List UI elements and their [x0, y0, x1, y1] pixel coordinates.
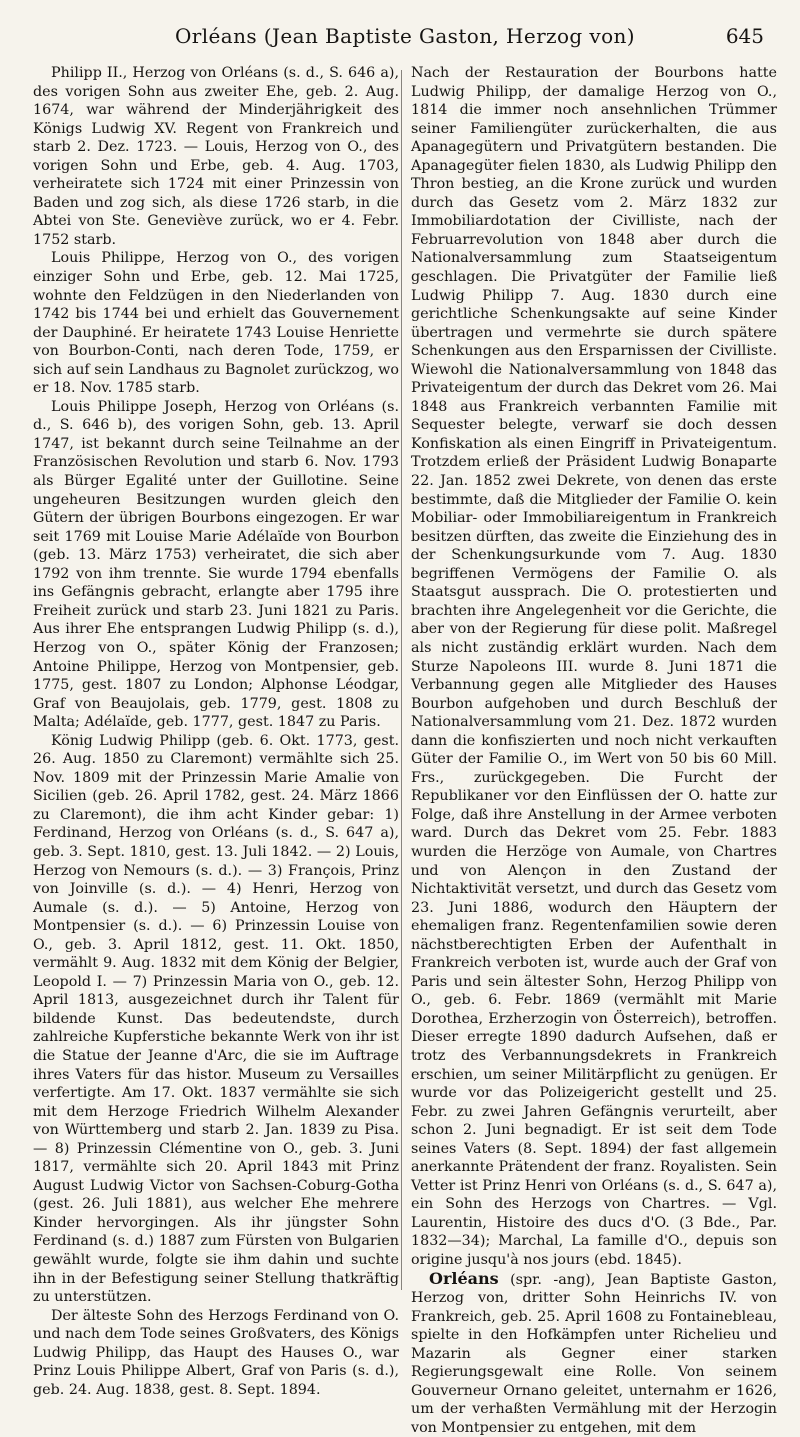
paragraph-louis-philippe: Louis Philippe, Herzog von O., des vorigen einziger Sohn und Erbe, geb. 12. Mai 1725, wohnte den Feldzügen in den Niederlanden von 1742 bis 1744 bei und erhielt das Gouvernement der Dauphiné. Er heiratete 1743 Louise Henriette von Bourbon-Conti, nach deren Tode, 1759, er sich auf sein Landhaus zu Bagnolet zurückzog, wo er 18. Nov. 1785 starb.	[33, 250, 399, 397]
paragraph-louis-philippe-joseph: Louis Philippe Joseph, Herzog von Orléans (s. d., S. 646 b), des vorigen Sohn, geb. 13. April 1747, ist bekannt durch seine Teilnahme an der Französischen Revolution und starb 6. Nov. 1793 als Bürger Egalité unter der Guillotine. Seine ungeheuren Besitzungen wurden gleich den Gütern der übrigen Bourbons eingezogen. Er war seit 1769 mit Louise Marie Adélaïde von Bourbon (geb. 13. März 1753) verheiratet, die sich aber 1792 von ihm trennte. Sie wurde 1794 ebenfalls ins Gefängnis gebracht, erlangte aber 1795 ihre Freiheit zurück und starb 23. Juni 1821 zu Paris. Aus ihrer Ehe entsprangen Ludwig Philipp (s. d.), Herzog von O., später König der Franzosen; Antoine Philippe, Herzog von Montpensier, geb. 1775, gest. 1807 zu London; Alphonse Léodgar, Graf von Beaujolais, geb. 1779, gest. 1808 zu Malta; Adélaïde, geb. 1777, gest. 1847 zu Paris.	[33, 398, 399, 731]
paragraph-philipp-ii: Philipp II., Herzog von Orléans (s. d., S. 646 a), des vorigen Sohn aus zweiter Ehe, geb. 2. Aug. 1674, war während der Minderjährigkeit des Königs Ludwig XV. Regent von Frankreich und starb 2. Dez. 1723. — Louis, Herzog von O., des vorigen Sohn und Erbe, geb. 4. Aug. 1703, verheiratete sich 1724 mit einer Prinzessin von Baden und zog sich, als diese 1726 starb, in die Abtei von Ste. Geneviève zurück, wo er 4. Febr. 1752 starb.	[33, 65, 399, 248]
page-number: 645	[725, 24, 764, 48]
entry-text: (spr. -ang), Jean Baptiste Gaston, Herzog von, dritter Sohn Heinrichs IV. von Frankreich, geb. 25. April 1608 zu Fontainebleau, spielte in den Hofkämpfen unter Richelieu und Mazarin als Gegner einer starken Regierungsgewalt eine Rolle. Von seinem Gouverneur Ornano geleitet, unternahm er 1626, um der verhaßten Vermählung mit der Herzogin von Montpensier zu entgehen, mit dem	[411, 1271, 777, 1436]
entry-orleans-gaston	[411, 1270, 777, 1437]
entry-headword: Orléans	[429, 1268, 499, 1288]
column-divider	[401, 70, 402, 1290]
right-column	[411, 64, 777, 1437]
paragraph-aeltester-sohn: Der älteste Sohn des Herzogs Ferdinand von O. und nach dem Tode seines Großvaters, des Königs Ludwig Philipp, das Haupt des Hauses O., war Prinz Louis Philippe Albert, Graf von Paris (s. d.), geb. 24. Aug. 1838, gest. 8. Sept. 1894.	[33, 1307, 399, 1398]
page-header	[38, 8, 772, 56]
paragraph-restauration: Nach der Restauration der Bourbons hatte Ludwig Philipp, der damalige Herzog von O., 1814 die immer noch ansehnlichen Trümmer seiner Familiengüter zurückerhalten, die aus Apanagegütern und Privatgütern bestanden. Die Apanagegüter fielen 1830, als Ludwig Philipp den Thron bestieg, an die Krone zurück und wurden durch das Gesetz vom 2. März 1832 zur Immobiliardotation der Civilliste, nach der Februarrevolution von 1848 aber durch die Nationalversammlung zum Staatseigentum geschlagen. Die Privatgüter der Familie ließ Ludwig Philipp 7. Aug. 1830 durch eine gerichtliche Schenkungsakte auf seine Kinder übertragen und vermehrte sie durch spätere Schenkungen aus den Ersparnissen der Civilliste. Wiewohl die Nationalversammlung von 1848 das Privateigentum der durch das Dekret vom 26. Mai 1848 aus Frankreich verbannten Familie mit Sequester belegte, verwarf sie doch dessen Konfiskation als einen Eingriff in Privateigentum. Trotzdem erließ der Präsident Ludwig Bonaparte 22. Jan. 1852 zwei Dekrete, von denen das erste bestimmte, daß die Mitglieder der Familie O. kein Mobiliar- oder Immobiliareigentum in Frankreich besitzen dürften, das zweite die Einziehung des in der Schenkungsurkunde vom 7. Aug. 1830 begriffenen Vermögens der Familie O. als Staatsgut aussprach. Die O. protestierten und brachten ihre Angelegenheit vor die Gerichte, die aber von der Regierung für diese polit. Maßregel als nicht zuständig erklärt wurden. Nach dem Sturze Napoleons III. wurde 8. Juni 1871 die Verbannung gegen alle Mitglieder des Hauses Bourbon aufgehoben und durch Beschluß der Nationalversammlung vom 21. Dez. 1872 wurden dann die konfiszierten und noch nicht verkauften Güter der Familie O., im Wert von 50 bis 60 Mill. Frs., zurückgegeben. Die Furcht der Republikaner vor den Einflüssen der O. hatte zur Folge, daß ihre Anstellung in der Armee verboten ward. Durch das Dekret vom 25. Febr. 1883 wurden die Herzöge von Aumale, von Chartres und von Alençon in den Zustand der Nichtaktivität versetzt, und durch das Gesetz vom 23. Juni 1886, wodurch den Häuptern der ehemaligen franz. Regentenfamilien sowie deren nächstberechtigten Erben der Aufenthalt in Frankreich verboten ist, wurde auch der Graf von Paris und sein ältester Sohn, Herzog Philipp von O., geb. 6. Febr. 1869 (vermählt mit Marie Dorothea, Erzherzogin von Österreich), betroffen. Dieser erregte 1890 dadurch Aufsehen, daß er trotz des Verbannungsdekrets in Frankreich erschien, um seiner Militärpflicht zu genügen. Er wurde vor das Polizeigericht gestellt und 25. Febr. zu zwei Jahren Gefängnis verurteilt, aber schon 2. Juni begnadigt. Er ist seit dem Tode seines Vaters (8. Sept. 1894) der fast allgemein anerkannte Prätendent der franz. Royalisten. Sein Vetter ist Prinz Henri von Orléans (s. d., S. 647 a), ein Sohn des Herzogs von Chartres. — Vgl. Laurentin, Histoire des ducs d'O. (3 Bde., Par. 1832—34); Marchal, La famille d'O., depuis son origine jusqu'à nos jours (ebd. 1845).	[411, 65, 777, 1268]
paragraph-koenig-ludwig-philipp: König Ludwig Philipp (geb. 6. Okt. 1773, gest. 26. Aug. 1850 zu Claremont) vermählte sich 25. Nov. 1809 mit der Prinzessin Marie Amalie von Sicilien (geb. 26. April 1782, gest. 24. März 1866 zu Claremont), die ihm acht Kinder gebar: 1) Ferdinand, Herzog von Orléans (s. d., S. 647 a), geb. 3. Sept. 1810, gest. 13. Juli 1842. — 2) Louis, Herzog von Nemours (s. d.). — 3) François, Prinz von Joinville (s. d.). — 4) Henri, Herzog von Aumale (s. d.). — 5) Antoine, Herzog von Montpensier (s. d.). — 6) Prinzessin Louise von O., geb. 3. April 1812, gest. 11. Okt. 1850, vermählt 9. Aug. 1832 mit dem König der Belgier, Leopold I. — 7) Prinzessin Maria von O., geb. 12. April 1813, ausgezeichnet durch ihr Talent für bildende Kunst. Das bedeutendste, durch zahlreiche Kupferstiche bekannte Werk von ihr ist die Statue der Jeanne d'Arc, die sie im Auftrage ihres Vaters für das histor. Museum zu Versailles verfertigte. Am 17. Okt. 1837 vermählte sie sich mit dem Herzoge Friedrich Wilhelm Alexander von Württemberg und starb 2. Jan. 1839 zu Pisa. — 8) Prinzessin Clémentine von O., geb. 3. Juni 1817, vermählte sich 20. April 1843 mit Prinz August Ludwig Victor von Sachsen-Coburg-Gotha (gest. 26. Juli 1881), aus welcher Ehe mehrere Kinder hervorgingen. Als ihr jüngster Sohn Ferdinand (s. d.) 1887 zum Fürsten von Bulgarien gewählt wurde, folgte sie ihm dahin und suchte ihn in der Befestigung seiner Stellung thatkräftig zu unterstützen.	[33, 732, 399, 1306]
running-title: Orléans (Jean Baptiste Gaston, Herzog von)	[174, 24, 636, 48]
left-column	[33, 64, 399, 1399]
